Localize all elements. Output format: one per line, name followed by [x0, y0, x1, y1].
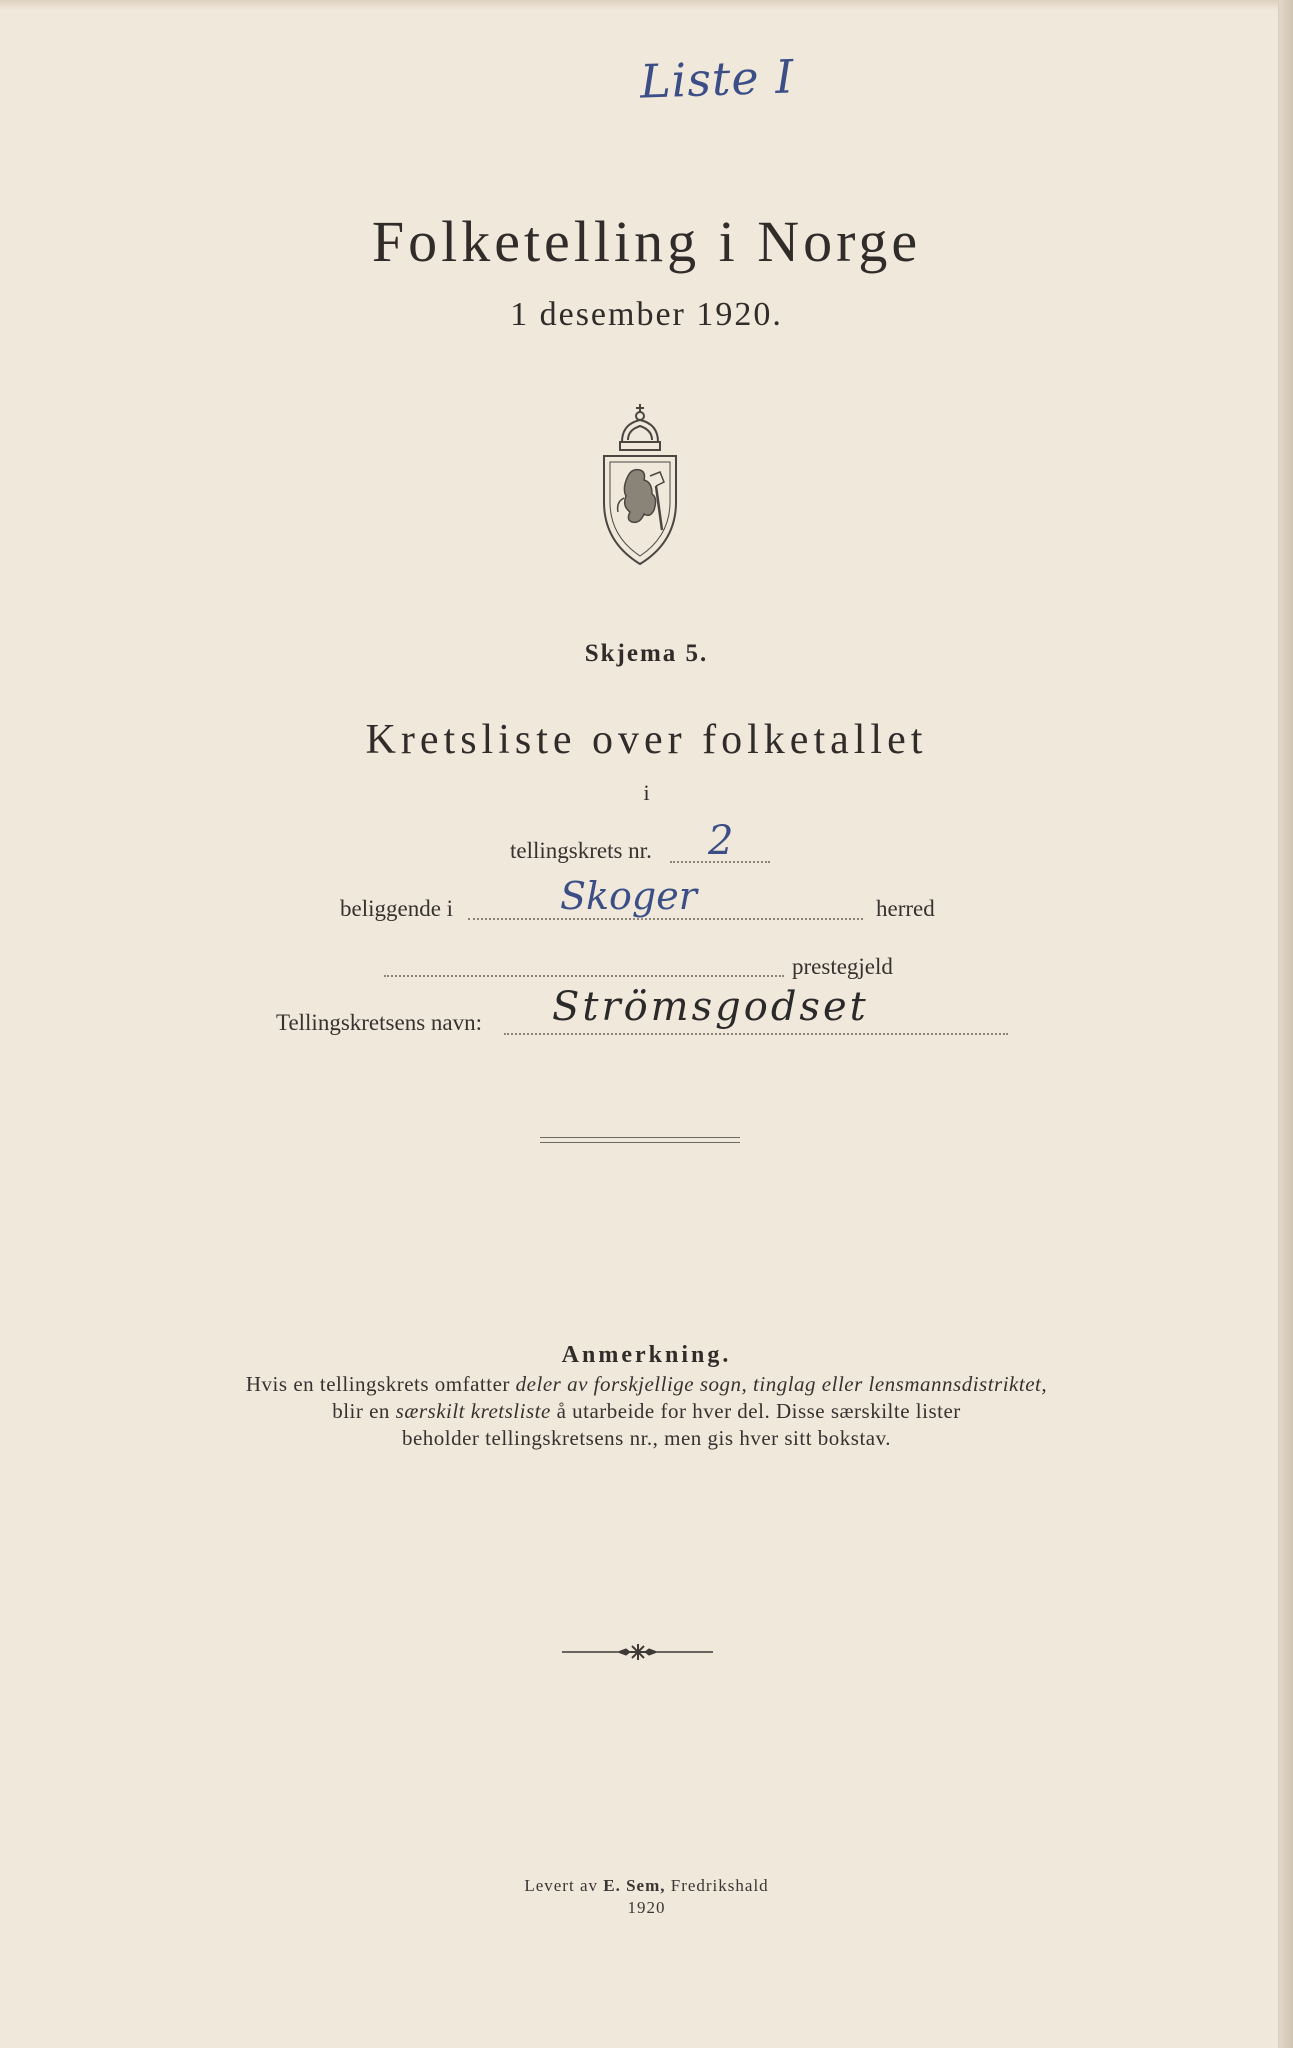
ornament-divider-icon — [560, 1640, 715, 1664]
tellingskrets-value: 2 — [708, 818, 734, 864]
form-heading: Kretsliste over folketallet — [365, 717, 928, 763]
double-rule-divider — [540, 1137, 740, 1143]
printer-place: Fredrikshald — [665, 1876, 769, 1895]
handwritten-list-annotation: Liste I — [639, 49, 796, 109]
herred-label: herred — [876, 896, 935, 921]
note-line-2-text-c: å utarbeide for hver del. Disse særskilte lister — [550, 1399, 961, 1423]
navn-line — [504, 1033, 1008, 1035]
note-line-2 — [180, 1399, 1113, 1424]
prestegjeld-line — [384, 975, 784, 977]
paper-top-edge — [0, 0, 1293, 10]
printer-year: 1920 — [627, 1898, 666, 1917]
printer-credit — [0, 1876, 1293, 1896]
beliggende-line — [468, 918, 863, 920]
note-title: Anmerkning. — [561, 1342, 732, 1368]
prestegjeld-label: prestegjeld — [792, 954, 893, 979]
note-line-1-text: Hvis en tellingskrets omfatter — [245, 1372, 516, 1396]
note-line-2-emphasis: særskilt kretsliste — [395, 1399, 551, 1423]
note-line-1 — [180, 1372, 1113, 1397]
printer-prefix: Levert av — [524, 1876, 604, 1895]
navn-label: Tellingskretsens navn: — [276, 1010, 482, 1035]
printer-name: E. Sem, — [603, 1876, 666, 1895]
beliggende-label: beliggende i — [340, 896, 454, 921]
beliggende-value: Skoger — [560, 874, 697, 918]
census-date: 1 desember 1920. — [510, 296, 783, 333]
schema-number: Skjema 5. — [584, 640, 709, 667]
note-line-2-text-a: blir en — [332, 1399, 396, 1423]
tellingskrets-label: tellingskrets nr. — [510, 838, 652, 863]
connector-word: i — [643, 780, 650, 805]
norwegian-coat-of-arms-icon — [594, 402, 686, 568]
note-line-3: beholder tellingskretsens nr., men gis hver sitt bokstav. — [401, 1426, 892, 1450]
page-title: Folketelling i Norge — [371, 209, 922, 274]
note-line-1-emphasis: deler av forskjellige sogn, tinglag eller lensmannsdistriktet, — [515, 1372, 1048, 1396]
navn-value: Strömsgodset — [552, 984, 869, 1030]
